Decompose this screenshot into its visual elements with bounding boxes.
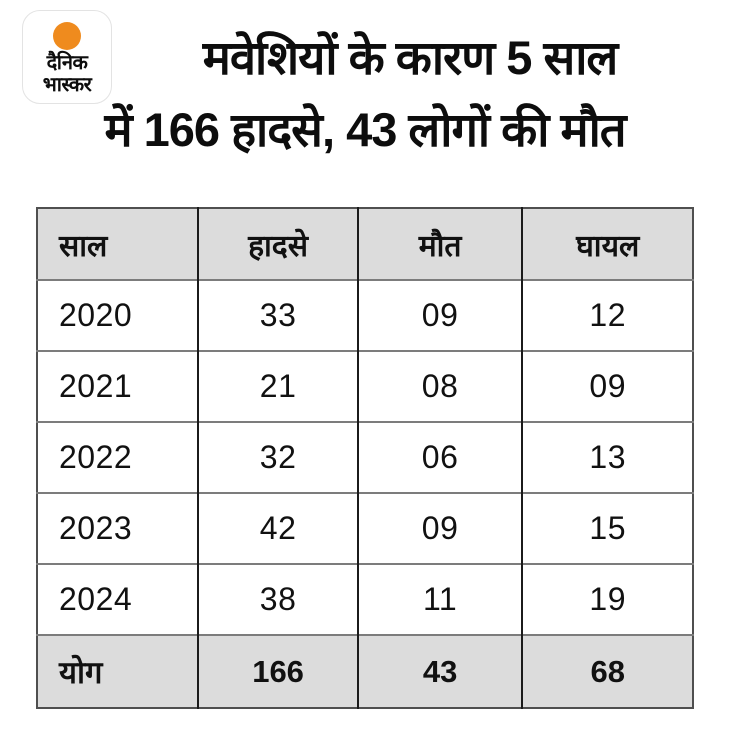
deaths-cell: 11 [358, 564, 523, 635]
total-injured-cell: 68 [522, 635, 693, 708]
injured-cell: 15 [522, 493, 693, 564]
table-row-2021 [37, 351, 693, 422]
total-deaths-cell: 43 [358, 635, 523, 708]
total-label-cell: योग [37, 635, 198, 708]
table-row-2024 [37, 564, 693, 635]
injured-cell: 19 [522, 564, 693, 635]
header-cell-accidents: हादसे [198, 208, 357, 280]
accidents-cell: 32 [198, 422, 357, 493]
year-cell: 2020 [37, 280, 198, 351]
title-line-2: में 166 हादसे, 43 लोगों की मौत [104, 103, 626, 156]
header-cell-deaths: मौत [358, 208, 523, 280]
total-accidents-cell: 166 [198, 635, 357, 708]
injured-cell: 12 [522, 280, 693, 351]
infographic-title [0, 22, 730, 166]
deaths-cell: 06 [358, 422, 523, 493]
deaths-cell: 09 [358, 493, 523, 564]
header-cell-year: साल [37, 208, 198, 280]
accidents-cell: 21 [198, 351, 357, 422]
deaths-cell: 08 [358, 351, 523, 422]
header-cell-injured: घायल [522, 208, 693, 280]
year-cell: 2024 [37, 564, 198, 635]
accidents-cell: 33 [198, 280, 357, 351]
table-row-2023 [37, 493, 693, 564]
table-row-2020 [37, 280, 693, 351]
accidents-cell: 42 [198, 493, 357, 564]
table-total-row [37, 635, 693, 708]
injured-cell: 09 [522, 351, 693, 422]
year-cell: 2022 [37, 422, 198, 493]
year-cell: 2023 [37, 493, 198, 564]
title-line-1: मवेशियों के कारण 5 साल [202, 31, 618, 84]
table-row-2022 [37, 422, 693, 493]
deaths-cell: 09 [358, 280, 523, 351]
accidents-table [36, 207, 694, 709]
accidents-cell: 38 [198, 564, 357, 635]
year-cell: 2021 [37, 351, 198, 422]
table-header-row [37, 208, 693, 280]
injured-cell: 13 [522, 422, 693, 493]
logo-text-line1: दैनिक [46, 52, 88, 74]
logo-text-line2: भास्कर [42, 74, 92, 96]
